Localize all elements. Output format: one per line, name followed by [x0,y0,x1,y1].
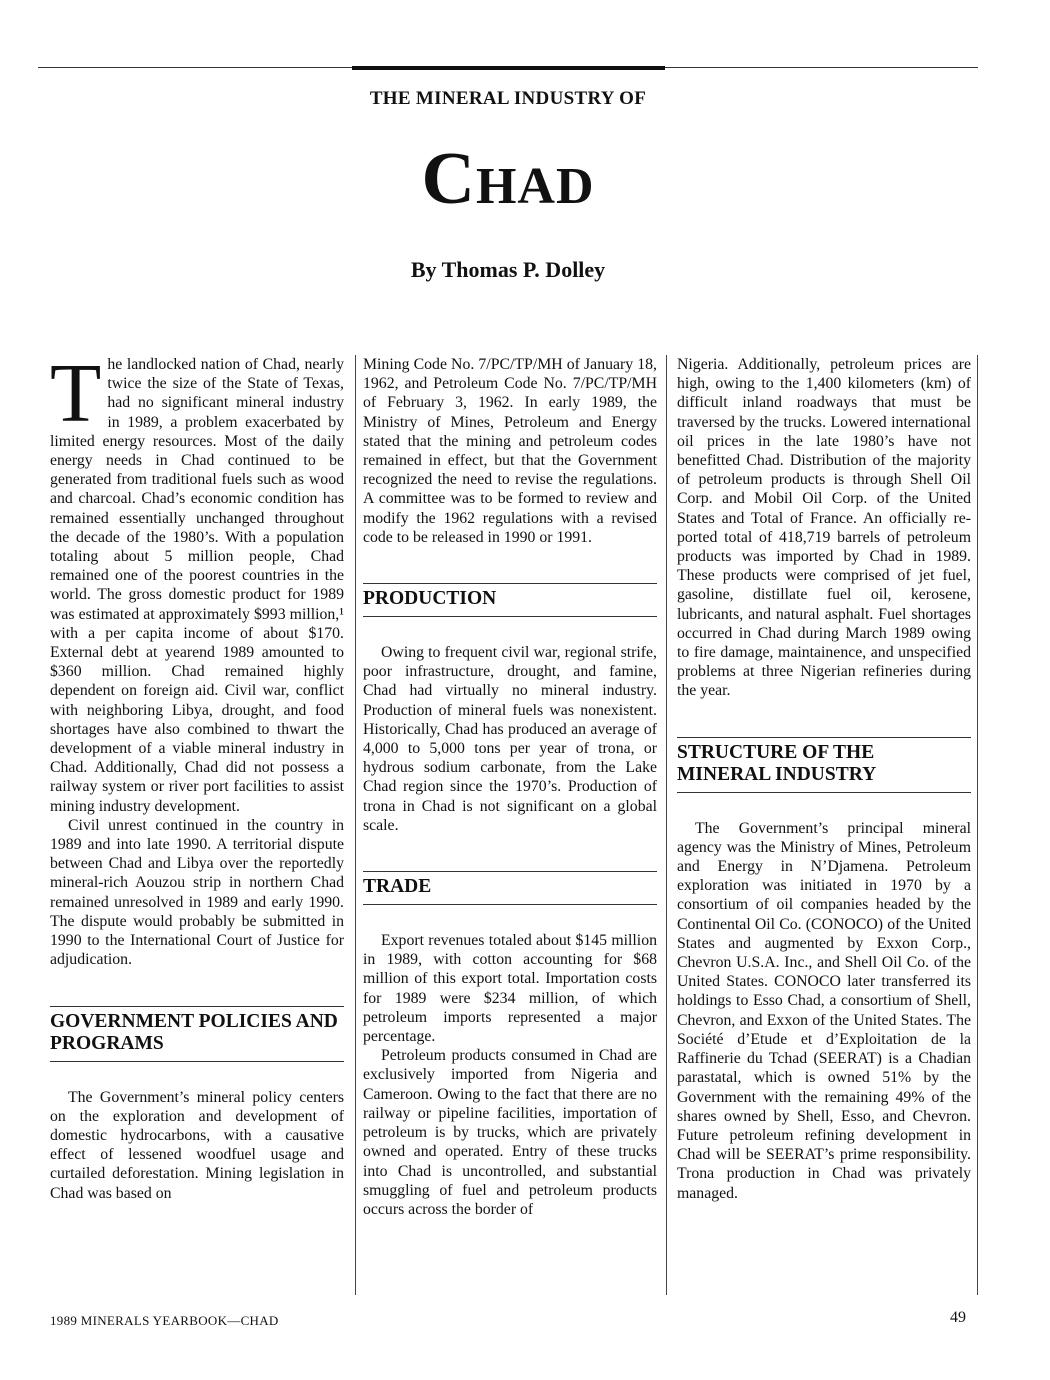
section-heading-trade: TRADE [363,871,657,905]
spacer [50,1062,344,1088]
trade-paragraph-2b: Nigeria. Additionally, petroleum prices are high, owing to the 1,400 kilometers (km) of difficult inland roadways that must be traversed by the trucks. Lowered international oil prices in the late 1980’s have not benefitted Chad. Distribution of the majority of petroleum products is through Shell Oil Corp. and Mobil Oil Corp. of the United States and Total of France. An officially reported total of 418,719 barrels of petroleum products was imported by Chad in 1989. These products were comprised of jet fuel, gasoline, distillate fuel oil, kerosene, lubricants, and natural asphalt. Fuel shortages occurred in Chad during March 1989 owing to fire damage, maintainence, and unspecified problems at three Nigerian refineries during the year. [677,356,971,700]
spacer [50,970,344,1006]
column-divider-3 [977,355,978,1295]
section-heading-government: GOVERNMENT POLICIES AND PROGRAMS [50,1006,344,1062]
production-paragraph-1: Owing to frequent civil war, regional strife, poor infrastructure, drought, and famine, Chad had virtually no mineral industry. Production of mineral fuels was nonexistent. Historically, Chad has produced an average of 4,000 to 5,000 tons per year of trona, or hydrous sodium carbonate, from the Lake Chad region since the 1970’s. Production of trona in Chad is not significant on a global scale. [363,644,657,834]
spacer [363,547,657,583]
spacer [363,617,657,643]
page-title: Chad [421,138,595,220]
kicker: THE MINERAL INDUSTRY OF [369,88,647,109]
byline: By Thomas P. Dolley [410,257,606,282]
intro-paragraph-2: Civil unrest continued in the country in 1989 and into late 1990. A territorial dispute between Chad and Libya over the reportedly mineral-rich Aouzou strip in northern Chad remained unresolved in 1989 and early 1990. The dispute would probably be submitted in 1990 to the International Court of Justice for adjudication. [50,816,344,969]
structure-paragraph-1: The Government’s principal mineral agency was the Ministry of Mines, Petroleum and Energy in N’Djamena. Petroleum exploration was initiated in 1970 by a consortium of oil companies headed by the Continental Oil Co. (CONOCO) of the United States and augmented by Exxon Corp., Chevron U.S.A. Inc., and Shell Oil Co. of the United States. CONOCO later transferred its holdings to Esso Chad, a consortium of Shell, Chevron, and Exxon of the United States. The Société d’Etude et d’Exploitation de la Raffinerie du Tchad (SEERAT) is a Chadian parastatal, which is owned 51% by the Government with the remaining 49% of the shares owned by Shell, Esso, and Chevron. Future petroleum refining development in Chad will be SEERAT’s prime responsibility. Trona production in Chad was privately managed. [677,819,971,1202]
column-1 [50,347,344,1203]
intro-paragraph-1 [50,347,344,816]
column-2 [363,355,657,1219]
spacer [363,905,657,931]
government-paragraph-1b: Mining Code No. 7/PC/TP/MH of January 18, 1962, and Petroleum Code No. 7/PC/TP/MH of February 3, 1962. In early 1989, the Ministry of Mines, Petroleum and Energy stated that the mining and petroleum codes remained in effect, but that the Government recognized the need to revise the regulations. A committee was to be formed to review and modify the 1962 regulations with a revised code to be released in 1990 or 1991. [363,356,657,546]
running-footer: 1989 MINERALS YEARBOOK—CHAD [50,1313,279,1328]
government-paragraph-1a: The Government’s mineral policy centers on the exploration and development of domestic hydrocarbons, with a causative effect of lessened woodfuel usage and curtailed deforestation. Mining legislation in Chad was based on [50,1088,344,1202]
trade-paragraph-1: Export revenues totaled about $145 million in 1989, with cotton accounting for $68 million of this export total. Importation costs for 1989 were $234 million, of which petroleum imports represented a major percentage. [363,932,657,1046]
spacer [363,835,657,871]
section-heading-structure: STRUCTURE OF THE MINERAL INDUSTRY [677,737,971,793]
trade-paragraph-2a: Petroleum products consumed in Chad are exclusively imported from Nigeria and Cameroon. Owing to the fact that there are no railway or pipeline facilities, importation of petroleum is by trucks, which are privately owned and operated. Entry of these trucks into Chad is uncontrolled, and substantial smuggling of fuel and petroleum products occurs across the border of [363,1047,657,1218]
drop-cap: T [50,347,102,440]
page-number: 49 [950,1309,966,1326]
section-heading-production: PRODUCTION [363,583,657,617]
top-rule-accent [352,66,665,70]
column-divider-2 [666,355,667,1295]
spacer [677,793,971,819]
column-divider-1 [355,355,356,1295]
column-3 [677,355,971,1203]
intro-text-1: he landlocked nation of Chad, nearly twice the size of the State of Texas, had no significant mineral industry in 1989, a problem exacerbated by limited energy resources. Most of the daily energy needs in Chad continued to be generated from traditional fuels such as wood and charcoal. Chad’s economic condition has remained essentially unchanged throughout the decade of the 1980’s. With a population totaling about 5 million people, Chad remained one of the poorest countries in the world. The gross domestic product for 1989 was estimated at approximately $993 million,¹ with a per capita income of about $170. External debt at yearend 1989 amounted to $360 million. Chad remained highly dependent on foreign aid. Civil war, conflict with neighboring Libya, drought, and food shortages have also combined to thwart the development of a viable mineral industry in Chad. Additionally, Chad did not possess a railway system or river port facilities to assist mining industry development. [50,356,344,815]
spacer [677,701,971,737]
